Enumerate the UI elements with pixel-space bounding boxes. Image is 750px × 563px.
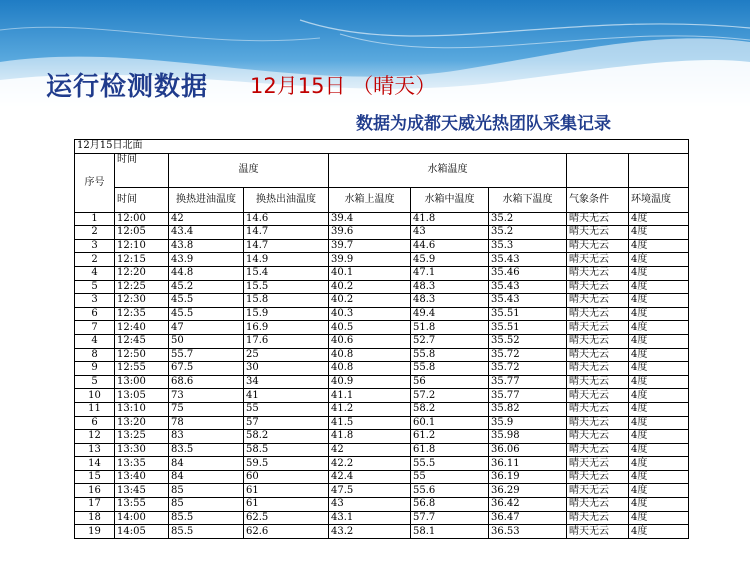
cell-oil-out: 61 <box>244 498 329 512</box>
cell-oil-in: 45.2 <box>169 280 244 294</box>
cell-oil-in: 55.7 <box>169 348 244 362</box>
cell-seq: 2 <box>75 253 115 267</box>
cell-tank-mid: 55 <box>411 470 489 484</box>
cell-tank-mid: 55.5 <box>411 457 489 471</box>
cell-weather: 晴天无云 <box>567 226 629 240</box>
cell-tank-mid: 48.3 <box>411 294 489 308</box>
table-row <box>75 430 689 444</box>
cell-weather: 晴天无云 <box>567 416 629 430</box>
cell-oil-out: 58.5 <box>244 443 329 457</box>
cell-oil-out: 57 <box>244 416 329 430</box>
header-weather: 气象条件 <box>567 187 629 212</box>
cell-tank-mid: 58.1 <box>411 525 489 539</box>
cell-time: 12:20 <box>115 266 169 280</box>
cell-tank-bot: 35.52 <box>489 334 567 348</box>
cell-seq: 7 <box>75 321 115 335</box>
cell-oil-in: 85.5 <box>169 525 244 539</box>
table-row <box>75 525 689 539</box>
header-time-2: 时间 <box>115 187 169 212</box>
cell-tank-top: 39.9 <box>329 253 411 267</box>
cell-weather: 晴天无云 <box>567 402 629 416</box>
cell-time: 12:05 <box>115 226 169 240</box>
cell-time: 12:30 <box>115 294 169 308</box>
table-row <box>75 457 689 471</box>
cell-tank-bot: 35.43 <box>489 280 567 294</box>
cell-tank-mid: 57.7 <box>411 511 489 525</box>
header-temp-group: 温度 <box>169 153 329 187</box>
cell-oil-in: 42 <box>169 212 244 226</box>
cell-tank-top: 39.7 <box>329 239 411 253</box>
header-tank-mid: 水箱中温度 <box>411 187 489 212</box>
cell-oil-in: 73 <box>169 389 244 403</box>
cell-seq: 16 <box>75 484 115 498</box>
cell-seq: 13 <box>75 443 115 457</box>
cell-ambient: 4度 <box>629 212 689 226</box>
cell-tank-top: 40.8 <box>329 348 411 362</box>
cell-ambient: 4度 <box>629 226 689 240</box>
cell-tank-top: 41.8 <box>329 430 411 444</box>
cell-oil-in: 50 <box>169 334 244 348</box>
table-row <box>75 348 689 362</box>
cell-weather: 晴天无云 <box>567 511 629 525</box>
cell-oil-in: 83 <box>169 430 244 444</box>
cell-oil-out: 17.6 <box>244 334 329 348</box>
cell-tank-top: 40.1 <box>329 266 411 280</box>
cell-seq: 6 <box>75 307 115 321</box>
cell-time: 12:25 <box>115 280 169 294</box>
cell-ambient: 4度 <box>629 511 689 525</box>
cell-seq: 18 <box>75 511 115 525</box>
cell-weather: 晴天无云 <box>567 334 629 348</box>
cell-time: 13:45 <box>115 484 169 498</box>
cell-time: 13:05 <box>115 389 169 403</box>
cell-ambient: 4度 <box>629 362 689 376</box>
cell-tank-bot: 36.42 <box>489 498 567 512</box>
header-oil-in: 换热进油温度 <box>169 187 244 212</box>
cell-tank-mid: 61.2 <box>411 430 489 444</box>
cell-tank-bot: 36.53 <box>489 525 567 539</box>
cell-tank-bot: 36.29 <box>489 484 567 498</box>
cell-time: 12:45 <box>115 334 169 348</box>
cell-seq: 3 <box>75 239 115 253</box>
cell-tank-bot: 35.51 <box>489 307 567 321</box>
cell-tank-bot: 36.06 <box>489 443 567 457</box>
cell-tank-mid: 48.3 <box>411 280 489 294</box>
cell-tank-bot: 35.3 <box>489 239 567 253</box>
cell-time: 12:50 <box>115 348 169 362</box>
cell-tank-bot: 36.11 <box>489 457 567 471</box>
cell-tank-bot: 35.2 <box>489 212 567 226</box>
cell-tank-top: 40.5 <box>329 321 411 335</box>
header-empty-cell <box>629 153 689 187</box>
page-subtitle: 数据为成都天威光热团队采集记录 <box>356 114 611 134</box>
cell-time: 14:00 <box>115 511 169 525</box>
cell-oil-in: 44.8 <box>169 266 244 280</box>
cell-oil-in: 83.5 <box>169 443 244 457</box>
cell-seq: 12 <box>75 430 115 444</box>
cell-ambient: 4度 <box>629 239 689 253</box>
cell-weather: 晴天无云 <box>567 253 629 267</box>
cell-time: 13:25 <box>115 430 169 444</box>
cell-ambient: 4度 <box>629 389 689 403</box>
cell-oil-in: 85 <box>169 498 244 512</box>
header-ambient: 环境温度 <box>629 187 689 212</box>
cell-tank-bot: 35.43 <box>489 253 567 267</box>
date-label: 12月15日 （晴天） <box>250 74 437 98</box>
cell-tank-bot: 35.82 <box>489 402 567 416</box>
table-row <box>75 511 689 525</box>
cell-tank-top: 47.5 <box>329 484 411 498</box>
cell-tank-top: 39.4 <box>329 212 411 226</box>
cell-seq: 5 <box>75 375 115 389</box>
cell-ambient: 4度 <box>629 430 689 444</box>
cell-oil-in: 43.8 <box>169 239 244 253</box>
table-row <box>75 402 689 416</box>
cell-ambient: 4度 <box>629 266 689 280</box>
cell-seq: 9 <box>75 362 115 376</box>
cell-tank-top: 42 <box>329 443 411 457</box>
cell-seq: 11 <box>75 402 115 416</box>
cell-seq: 4 <box>75 266 115 280</box>
cell-tank-mid: 45.9 <box>411 253 489 267</box>
cell-seq: 17 <box>75 498 115 512</box>
table-row <box>75 226 689 240</box>
cell-tank-top: 43.2 <box>329 525 411 539</box>
cell-tank-mid: 43 <box>411 226 489 240</box>
table-row <box>75 498 689 512</box>
cell-oil-in: 43.9 <box>169 253 244 267</box>
cell-seq: 2 <box>75 226 115 240</box>
cell-tank-mid: 61.8 <box>411 443 489 457</box>
cell-time: 12:35 <box>115 307 169 321</box>
cell-oil-in: 68.6 <box>169 375 244 389</box>
header-oil-out: 换热出油温度 <box>244 187 329 212</box>
cell-tank-top: 40.9 <box>329 375 411 389</box>
cell-weather: 晴天无云 <box>567 239 629 253</box>
cell-time: 13:20 <box>115 416 169 430</box>
cell-tank-mid: 44.6 <box>411 239 489 253</box>
cell-tank-bot: 35.98 <box>489 430 567 444</box>
cell-time: 12:10 <box>115 239 169 253</box>
cell-tank-mid: 41.8 <box>411 212 489 226</box>
cell-weather: 晴天无云 <box>567 389 629 403</box>
cell-oil-in: 45.5 <box>169 294 244 308</box>
cell-time: 12:00 <box>115 212 169 226</box>
cell-weather: 晴天无云 <box>567 470 629 484</box>
table-row <box>75 321 689 335</box>
cell-seq: 10 <box>75 389 115 403</box>
cell-oil-in: 84 <box>169 457 244 471</box>
cell-tank-top: 41.1 <box>329 389 411 403</box>
cell-oil-out: 30 <box>244 362 329 376</box>
cell-seq: 8 <box>75 348 115 362</box>
cell-oil-out: 62.6 <box>244 525 329 539</box>
cell-time: 13:30 <box>115 443 169 457</box>
table-row <box>75 389 689 403</box>
cell-seq: 19 <box>75 525 115 539</box>
cell-tank-bot: 36.19 <box>489 470 567 484</box>
table-row <box>75 253 689 267</box>
cell-tank-bot: 35.77 <box>489 375 567 389</box>
cell-tank-bot: 36.47 <box>489 511 567 525</box>
cell-tank-mid: 55.8 <box>411 362 489 376</box>
cell-oil-in: 45.5 <box>169 307 244 321</box>
cell-oil-out: 15.8 <box>244 294 329 308</box>
header-time: 时间 <box>115 153 169 187</box>
cell-weather: 晴天无云 <box>567 457 629 471</box>
cell-oil-out: 62.5 <box>244 511 329 525</box>
table-row <box>75 266 689 280</box>
table-row <box>75 294 689 308</box>
cell-weather: 晴天无云 <box>567 294 629 308</box>
cell-oil-out: 61 <box>244 484 329 498</box>
cell-tank-mid: 60.1 <box>411 416 489 430</box>
cell-oil-out: 59.5 <box>244 457 329 471</box>
cell-tank-top: 40.2 <box>329 280 411 294</box>
cell-oil-in: 43.4 <box>169 226 244 240</box>
cell-tank-bot: 35.46 <box>489 266 567 280</box>
cell-seq: 15 <box>75 470 115 484</box>
cell-weather: 晴天无云 <box>567 443 629 457</box>
cell-tank-top: 40.2 <box>329 294 411 308</box>
cell-oil-in: 78 <box>169 416 244 430</box>
cell-tank-top: 43.1 <box>329 511 411 525</box>
cell-weather: 晴天无云 <box>567 362 629 376</box>
cell-oil-out: 14.9 <box>244 253 329 267</box>
cell-time: 13:55 <box>115 498 169 512</box>
cell-seq: 6 <box>75 416 115 430</box>
cell-time: 13:10 <box>115 402 169 416</box>
cell-ambient: 4度 <box>629 484 689 498</box>
table-row <box>75 239 689 253</box>
cell-ambient: 4度 <box>629 280 689 294</box>
header-empty-cell <box>567 153 629 187</box>
cell-tank-mid: 56 <box>411 375 489 389</box>
cell-oil-in: 47 <box>169 321 244 335</box>
header-tank-top: 水箱上温度 <box>329 187 411 212</box>
cell-tank-bot: 35.9 <box>489 416 567 430</box>
cell-ambient: 4度 <box>629 294 689 308</box>
cell-weather: 晴天无云 <box>567 266 629 280</box>
cell-ambient: 4度 <box>629 525 689 539</box>
cell-tank-mid: 51.8 <box>411 321 489 335</box>
cell-seq: 3 <box>75 294 115 308</box>
cell-tank-bot: 35.51 <box>489 321 567 335</box>
cell-tank-mid: 47.1 <box>411 266 489 280</box>
cell-weather: 晴天无云 <box>567 307 629 321</box>
cell-tank-mid: 58.2 <box>411 402 489 416</box>
cell-time: 14:05 <box>115 525 169 539</box>
cell-tank-top: 42.2 <box>329 457 411 471</box>
cell-oil-out: 55 <box>244 402 329 416</box>
cell-tank-top: 40.3 <box>329 307 411 321</box>
cell-tank-top: 40.6 <box>329 334 411 348</box>
cell-seq: 14 <box>75 457 115 471</box>
cell-time: 13:35 <box>115 457 169 471</box>
cell-ambient: 4度 <box>629 443 689 457</box>
table-row <box>75 484 689 498</box>
cell-seq: 1 <box>75 212 115 226</box>
cell-tank-mid: 49.4 <box>411 307 489 321</box>
cell-weather: 晴天无云 <box>567 484 629 498</box>
cell-weather: 晴天无云 <box>567 375 629 389</box>
table-row <box>75 212 689 226</box>
header-tank-group: 水箱温度 <box>329 153 567 187</box>
cell-tank-mid: 56.8 <box>411 498 489 512</box>
cell-ambient: 4度 <box>629 416 689 430</box>
table-caption: 12月15日北面 <box>75 140 689 154</box>
cell-oil-out: 34 <box>244 375 329 389</box>
cell-tank-top: 43 <box>329 498 411 512</box>
cell-oil-out: 14.6 <box>244 212 329 226</box>
cell-weather: 晴天无云 <box>567 321 629 335</box>
cell-time: 13:00 <box>115 375 169 389</box>
cell-tank-bot: 35.77 <box>489 389 567 403</box>
table-row <box>75 307 689 321</box>
table-row <box>75 470 689 484</box>
cell-seq: 4 <box>75 334 115 348</box>
cell-oil-out: 58.2 <box>244 430 329 444</box>
monitoring-data-table <box>74 139 689 539</box>
cell-weather: 晴天无云 <box>567 348 629 362</box>
cell-ambient: 4度 <box>629 334 689 348</box>
cell-tank-mid: 52.7 <box>411 334 489 348</box>
cell-time: 12:40 <box>115 321 169 335</box>
cell-tank-bot: 35.2 <box>489 226 567 240</box>
cell-oil-out: 15.5 <box>244 280 329 294</box>
table-row <box>75 416 689 430</box>
table-row <box>75 334 689 348</box>
cell-oil-in: 75 <box>169 402 244 416</box>
cell-ambient: 4度 <box>629 498 689 512</box>
cell-tank-top: 39.6 <box>329 226 411 240</box>
cell-ambient: 4度 <box>629 348 689 362</box>
cell-oil-out: 15.4 <box>244 266 329 280</box>
table-row <box>75 362 689 376</box>
cell-tank-top: 41.2 <box>329 402 411 416</box>
cell-oil-out: 14.7 <box>244 226 329 240</box>
cell-oil-out: 41 <box>244 389 329 403</box>
cell-ambient: 4度 <box>629 253 689 267</box>
cell-weather: 晴天无云 <box>567 498 629 512</box>
cell-tank-top: 42.4 <box>329 470 411 484</box>
table-row <box>75 280 689 294</box>
table-row <box>75 375 689 389</box>
cell-oil-out: 60 <box>244 470 329 484</box>
cell-time: 13:40 <box>115 470 169 484</box>
cell-ambient: 4度 <box>629 321 689 335</box>
cell-oil-out: 15.9 <box>244 307 329 321</box>
cell-ambient: 4度 <box>629 402 689 416</box>
page-title: 运行检测数据 <box>46 72 209 102</box>
cell-seq: 5 <box>75 280 115 294</box>
cell-weather: 晴天无云 <box>567 212 629 226</box>
cell-ambient: 4度 <box>629 470 689 484</box>
header-seq: 序号 <box>75 153 115 212</box>
cell-oil-in: 85.5 <box>169 511 244 525</box>
cell-tank-bot: 35.72 <box>489 362 567 376</box>
cell-time: 12:15 <box>115 253 169 267</box>
cell-oil-out: 16.9 <box>244 321 329 335</box>
cell-oil-in: 84 <box>169 470 244 484</box>
cell-weather: 晴天无云 <box>567 430 629 444</box>
cell-tank-mid: 55.8 <box>411 348 489 362</box>
cell-oil-in: 67.5 <box>169 362 244 376</box>
cell-tank-bot: 35.72 <box>489 348 567 362</box>
cell-ambient: 4度 <box>629 307 689 321</box>
cell-oil-out: 25 <box>244 348 329 362</box>
table-row <box>75 443 689 457</box>
cell-oil-out: 14.7 <box>244 239 329 253</box>
cell-weather: 晴天无云 <box>567 525 629 539</box>
cell-tank-bot: 35.43 <box>489 294 567 308</box>
cell-ambient: 4度 <box>629 375 689 389</box>
header-tank-bot: 水箱下温度 <box>489 187 567 212</box>
cell-tank-top: 40.8 <box>329 362 411 376</box>
cell-tank-mid: 57.2 <box>411 389 489 403</box>
cell-oil-in: 85 <box>169 484 244 498</box>
cell-time: 12:55 <box>115 362 169 376</box>
cell-tank-mid: 55.6 <box>411 484 489 498</box>
cell-ambient: 4度 <box>629 457 689 471</box>
cell-tank-top: 41.5 <box>329 416 411 430</box>
cell-weather: 晴天无云 <box>567 280 629 294</box>
